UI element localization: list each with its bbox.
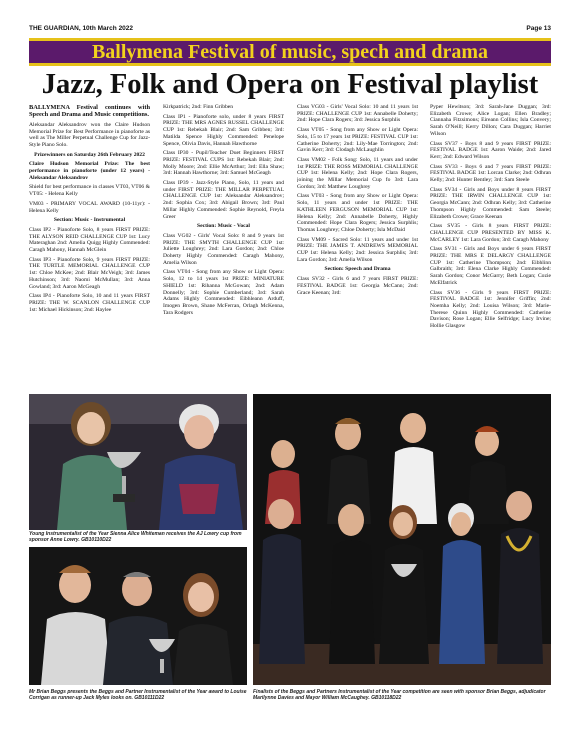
- article-paragraph: Class SV34 - Girls and Boys under 8 years FIRST PRIZE: THE IRWIN CHALLENGE CUP 1st: Georgia McCann; 2nd: Odhran Kelly; 3rd: Catherine Thompson Highly Commended: Sam Steele; Elizabeth Crowe; Grace Keenan: [430, 186, 551, 220]
- photo-scene-1: [29, 394, 247, 530]
- photo-finalists-group: [253, 394, 551, 685]
- article-subhead: Section: Music - Vocal: [197, 223, 250, 230]
- article-paragraph: Class VM09 - Sacred Solo: 11 years and under 1st PRIZE: THE JAMES T. ANDREWS MEMORIAL CUP 1st: Helena Kelly; 2nd: Jessica Surphlis; 3rd: Lara Gordon; 3rd: Amelia Wilson: [297, 236, 418, 263]
- photo-award-presentation: [29, 547, 247, 685]
- article-paragraph: Pyper Hewitson; 3rd: Sarah-Jane Duggan; 3rd: Elizabeth Crowe; Alice Logan; Ellen Bradley; Ciannaha Fitzsimons; Eireann Collins; Isla Convery; Sarah O'Neill; Kerry Dillon; Cara Duggan; Harriet Wilson: [430, 104, 551, 137]
- page-header: [29, 25, 551, 35]
- photo-caption: Finalists of the Beggs and Partners Instrumentalist of the Year competition are seen with sponsor Brian Beggs, adjudicator Marilynne Davies and Mayor William McCaughey. GB10118D22: [253, 689, 546, 701]
- article-column-2: [163, 104, 284, 394]
- article-paragraph: Class IP30 - Pupil/Teacher Duet Beginners FIRST PRIZE: FESTIVAL CUPS 1st: Rebekah Blair; 2nd: Molly Moore; 2nd: Ellie McArthur; 3rd: Ella Shaw; 3rd: Hannah Hawthorne; 3rd: Samuel McGeagh: [163, 150, 284, 177]
- article-subhead: Section: Music - Instrumental: [53, 217, 126, 224]
- photo-scene-3: [253, 394, 551, 685]
- article-paragraph: Class VG02 - Girls' Vocal Solo: 8 and 9 years 1st PRIZE: THE SMYTH CHALLENGE CUP 1st: Juliette Loughrey; 2nd: Lara Gordon; 2nd: Chloe Doherty Highly Commended: Caragh Mahony, Amelia Wilson: [163, 232, 284, 266]
- article-paragraph: Class VG03 - Girls' Vocal Solo: 10 and 11 years 1st PRIZE: CHALLENGE CUP 1st: Annabelle Doherty; 2nd: Hope Clara Rogers; 3rd: Jessica Surphlis: [297, 104, 418, 124]
- article-paragraph: Class SV32 - Girls 6 and 7 years FIRST PRIZE: FESTIVAL BADGE 1st: Georgia McCann; 2nd: Grace Keenan; 3rd:: [297, 276, 418, 296]
- article-lead: BALLYMENA Festival continues with Speech and Drama and Music competitions.: [29, 104, 150, 119]
- article-column-3: [297, 104, 418, 394]
- newspaper-dateline: THE GUARDIAN, 10th March 2022: [29, 25, 134, 32]
- photo-caption: Mr Brian Beggs presents the Beggs and Partner Instrumentalist of the Year award to Louise Corrigan as runner-up Jack Myles looks on. GB10111D22: [29, 689, 247, 701]
- article-paragraph: Aleksandar Aleksandrov won the Claire Hudson Memorial Prize for Best Performance in pianoforte as well as The Miller Perpetual Challenge Cup for Jazz-Style Piano Solo.: [29, 121, 150, 148]
- page-number: Page 13: [526, 25, 551, 32]
- article-column-4: [430, 104, 551, 394]
- article-paragraph: Class IP4 - Pianoforte Solo, 10 and 11 years FIRST PRIZE: THE W. SCANLON CHALLENGE CUP 1st: Michael Hickinson; 2nd: Haylee: [29, 293, 150, 313]
- article-paragraph: Class IP1 - Pianoforte solo, under 8 years FIRST PRIZE: THE MRS AGNES RUSSEL CHALLENGE CUP 1st: Rebekah Blair; 2nd: Sam Gribben; 3rd: Matilda Spence Highly Commended: Penelope Spence, Olivia Davis, Hannah Hawthorne: [163, 113, 284, 147]
- article-subhead: Section: Speech and Drama: [324, 266, 391, 273]
- section-banner: Ballymena Festival of music, spech and drama: [29, 38, 551, 66]
- article-paragraph: Class VT05 - Song from any Show or Light Opera: Solo, 15 to 17 years 1st PRIZE: FESTIVAL CUP 1st: Catherine Doherty; 2nd: Lily-Mae Torrington; 2nd: Gavin Kerr; 3rd: Clodagh McLaughlin: [297, 127, 418, 154]
- photo-trophy-presentation: [29, 394, 247, 530]
- article-paragraph: VM03 - PRIMARY VOCAL AWARD (10-11yr): - Helena Kelly: [29, 200, 150, 214]
- article-column-1: [29, 104, 150, 394]
- article-body: [29, 104, 551, 394]
- article-paragraph: Class VT03 - Song from any Show or Light Opera: Solo, 11 years and under 1st PRIZE: THE KATHLEEN FERGUSON MEMORIAL CUP 1st: Helena Kelly; 2nd: Annabelle Doherty, Highly Commended: Hope Clara Rogers; Jessica Surphlis; Thomas Loughrey; Chloe Doherty; Isla McDaid: [297, 193, 418, 233]
- article-paragraph: Shield for best performance in classes VT03, VT06 & VT05: - Helena Kelly: [29, 184, 150, 198]
- article-paragraph: Class SV31 - Girls and Boys under 6 years FIRST PRIZE: THE MRS E DELARGY CHALLENGE CUP 1st: Catherine Thompson; 2nd: Eibhlinn Galbraith; 3rd: Elena Clarke Highly Commended: Sarah Gordon; Conor McGarry; Beth Logan; Cozie McElfatrick: [430, 246, 551, 286]
- article-paragraph: Kirkpatrick; 2nd: Finn Gribben: [163, 104, 234, 110]
- photo-caption: Young Instrumentalist of the Year Sienna Alice Whiteman receives the AJ Lowry cup from sponsor Anne Lowry. GB10110D22: [29, 531, 242, 543]
- article-paragraph: Class SV35 - Girls 8 years FIRST PRIZE: CHALLENGE CUP PRESENTED BY MISS K. McCARLEY 1st: Lara Gordon; 3rd: Caragh Mahony: [430, 223, 551, 243]
- article-paragraph: Class IP39 - Jazz-Style Piano, Solo, 11 years and under FIRST PRIZE: THE MILLAR PERPETUAL CHALLENGE CUP 1st: Aleksandar Aleksandrov; 2nd: Sophia Cox; 3rd: Abigail Brown; 3rd: Paul Millar Highly Commended: Sophie Reynold, Freyla Greer: [163, 180, 284, 220]
- article-subhead: Prizewinners on Saturday 26th February 2022: [34, 151, 145, 158]
- article-headline: Jazz, Folk and Opera on Festival playlist: [41, 69, 539, 100]
- article-paragraph: Class SV36 - Girls 9 years FIRST PRIZE: FESTIVAL BADGE 1st: Jennifer Griffin; 2nd: Noemha Kelly; 2nd: Louisa Wilson; 3rd: Marie-Therese Quinn Highly Commended: Catherine Davison; Rose Logan; Ellie Selfridge; Lucy Irvine; Hollie Glasgow: [430, 289, 551, 330]
- article-paragraph: Class SV37 - Boys 8 and 9 years FIRST PRIZE: FESTIVAL BADGE 1st: Aaron Waide; 2nd: Jared Kerr; 2nd: Edward Wilson: [430, 140, 551, 160]
- photo-scene-2: [29, 547, 247, 685]
- article-paragraph: Class SV33 - Boys 6 and 7 years FIRST PRIZE: FESTIVAL BADGE 1st: Lorcan Clarke; 2nd: Odhran Kelly; 2nd: Hunter Bentley; 3rd: Sam Steele: [430, 163, 551, 184]
- article-paragraph: Class IP2 - Pianoforte Solo, 8 years FIRST PRIZE: THE ALYSON REID CHALLENGE CUP 1st: Lucy Materaghan 2nd: Amelia Quigg Highly Commended: Caragh Mahony, Hannah McGlein: [29, 226, 150, 254]
- article-paragraph: Class VM02 - Folk Song: Solo, 11 years and under 1st PRIZE: THE ROSS MEMORIAL CHALLENGE CUP 1st: Helena Kelly; 2nd: Hope Clara Rogers, joining the Millar Memorial Cup fo 3rd: Lara Gordon; 3rd: Matthew Loughrey: [297, 156, 418, 190]
- article-paragraph: Class VT04 - Song from any Show or Light Opera: Solo, 12 to 14 years 1st PRIZE: MINIATURE SHIELD 1st: Rihanna McGowan; 2nd: Adam Donnelly; 3rd: Sophie Cumberland; 3rd: Sarah Adams Highly Commended: Eibhleann Arduff, Imogen Brown, Shane McFerran, Orlagh McKenna, Tara Rodgers: [163, 269, 284, 316]
- article-paragraph: Class IP3 - Pianoforte Solo, 9 years FIRST PRIZE: THE TURTLE MEMORIAL CHALLENGE CUP 1st: Chloe McKee; 2nd: Blair McVeigh; 3rd: James Hutchinson; 3rd: Naomi McMullan; 3rd: Anna Gowland; 3rd: Aaron McGeagh: [29, 256, 150, 290]
- article-paragraph: Claire Hudson Memorial Prize: The best performance in pianoforte (under 12 years) - Aleksandar Aleksandrov: [29, 161, 150, 181]
